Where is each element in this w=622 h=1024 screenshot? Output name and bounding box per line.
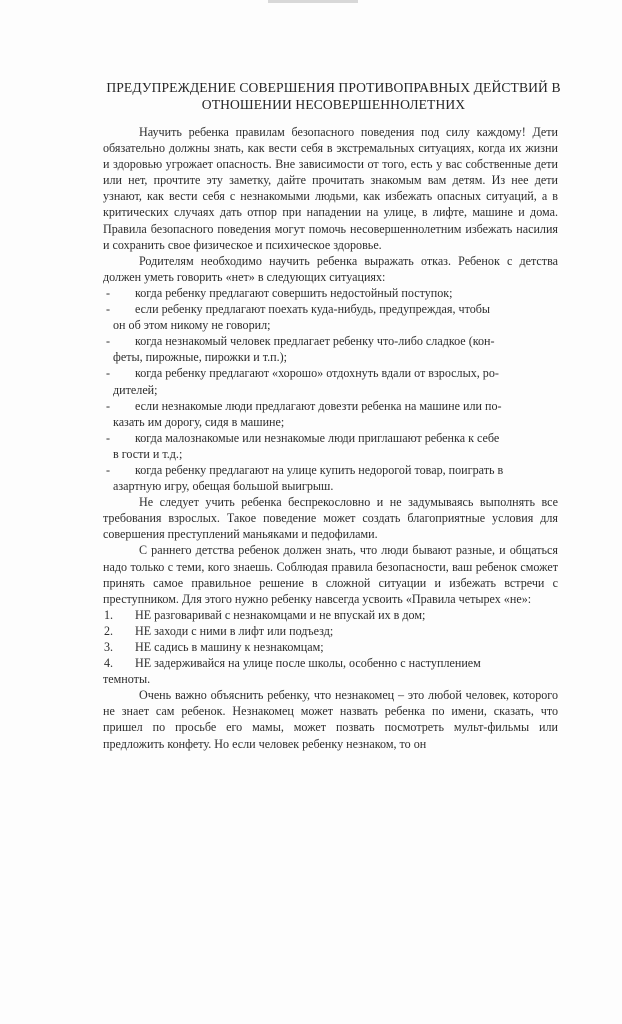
dash-marker: -	[106, 462, 111, 477]
list-item	[103, 285, 558, 301]
rule-number: 4.	[104, 656, 114, 671]
title-line-1: ПРЕДУПРЕЖДЕНИЕ СОВЕРШЕНИЯ ПРОТИВОПРАВНЫХ ДЕЙСТВИЙ В	[106, 80, 561, 95]
list-item	[103, 639, 558, 655]
dash-marker: -	[106, 430, 111, 445]
document-title	[90, 79, 577, 113]
rule-text: НЕ садись в машину к незнакомцам;	[135, 640, 324, 654]
paragraph-obedience: Не следует учить ребенка беспрекословно и не задумываясь выполнять все требования взрослых. Такое поведение может создать благоприятные условия для совершения преступлений маньяками и педофилами.	[103, 495, 558, 542]
rule-text: НЕ заходи с ними в лифт или подъезд;	[135, 623, 334, 638]
document-body	[103, 124, 558, 752]
paragraph-stranger-definition: Очень важно объяснить ребенку, что незнакомец – это любой человек, которого не знает сам ребенок. Незнакомец может назвать ребенка по имени, сказать, что пришел по просьбе его мамы, может позвать посмотреть мульт-фильмы или предложить конфету. Но если человек ребенку незнаком, то он	[103, 688, 558, 751]
list-item-text: когда ребенку предлагают совершить недостойный поступок;	[135, 285, 453, 300]
list-item-continuation: он об этом никому не говорил;	[113, 318, 271, 333]
list-item	[103, 462, 558, 494]
list-item-text: если ребенку предлагают поехать куда-нибудь, предупреждая, чтобы	[135, 302, 491, 317]
list-item	[103, 430, 558, 462]
list-item-text: когда ребенку предлагают «хорошо» отдохнуть вдали от взрослых, ро-	[135, 366, 499, 381]
list-item-continuation: дителей;	[113, 382, 158, 397]
paragraph-refusal: Родителям необходимо научить ребенка выражать отказ. Ребенок с детства должен уметь говорить «нет» в следующих ситуациях:	[103, 253, 558, 284]
rule-number: 2.	[104, 623, 114, 638]
list-item-continuation: казать им дорогу, сидя в машине;	[113, 414, 285, 429]
list-item	[103, 365, 558, 397]
list-item	[103, 655, 558, 687]
rule-number: 3.	[104, 640, 114, 654]
scan-edge-mark	[268, 0, 358, 3]
rule-number: 1.	[104, 607, 114, 622]
title-line-2: ОТНОШЕНИИ НЕСОВЕРШЕННОЛЕТНИХ	[201, 97, 466, 112]
dash-marker: -	[106, 285, 111, 300]
list-item	[103, 607, 558, 623]
list-item-continuation: азартную игру, обещая большой выигрыш.	[113, 479, 334, 494]
dash-marker: -	[106, 398, 111, 413]
list-item	[103, 623, 558, 639]
rule-text: НЕ разговаривай с незнакомцами и не впускай их в дом;	[135, 607, 426, 622]
list-item	[103, 333, 558, 365]
dash-marker: -	[106, 302, 111, 317]
list-item-text: когда малознакомые или незнакомые люди приглашают ребенка к себе	[135, 430, 500, 445]
list-item	[103, 301, 558, 333]
rule-text: НЕ задерживайся на улице после школы, особенно с наступлением	[135, 656, 481, 671]
list-item-text: если незнакомые люди предлагают довезти ребенка на машине или по-	[135, 398, 502, 413]
dash-marker: -	[106, 366, 111, 381]
list-item-continuation: феты, пирожные, пирожки и т.п.);	[113, 350, 288, 365]
situations-list	[103, 285, 558, 494]
rule-continuation: темноты.	[103, 672, 151, 687]
list-item-text: когда ребенку предлагают на улице купить недорогой товар, поиграть в	[135, 462, 504, 477]
paragraph-intro: Научить ребенка правилам безопасного поведения под силу каждому! Дети обязательно должны знать, как вести себя в экстремальных ситуациях, когда их жизни и здоровью угрожает опасность. Вне зависимости от того, есть у вас собственные дети или нет, прочтите эту заметку, дайте прочитать знакомым вам детям. Из нее дети узнают, как вести себя с незнакомыми людьми, как избежать опасных ситуаций, а в критических случаях дать отпор при нападении на улице, в лифте, машине и дома. Правила безопасного поведения могут помочь несовершеннолетним избежать насилия и сохранить свое физическое и психическое здоровье.	[103, 125, 558, 252]
paragraph-strangers: С раннего детства ребенок должен знать, что люди бывают разные, и общаться надо только с теми, кого знаешь. Соблюдая правила безопасности, ваш ребенок сможет принять самое правильное решение в сложной ситуации и избежать встречи с преступником. Для этого нужно ребенку навсегда усвоить «Правила четырех «не»:	[103, 543, 558, 606]
list-item-text: когда незнакомый человек предлагает ребенку что-либо сладкое (кон-	[135, 334, 495, 349]
list-item-continuation: в гости и т.д.;	[113, 446, 183, 461]
rules-list	[103, 607, 558, 687]
list-item	[103, 398, 558, 430]
dash-marker: -	[106, 334, 111, 349]
